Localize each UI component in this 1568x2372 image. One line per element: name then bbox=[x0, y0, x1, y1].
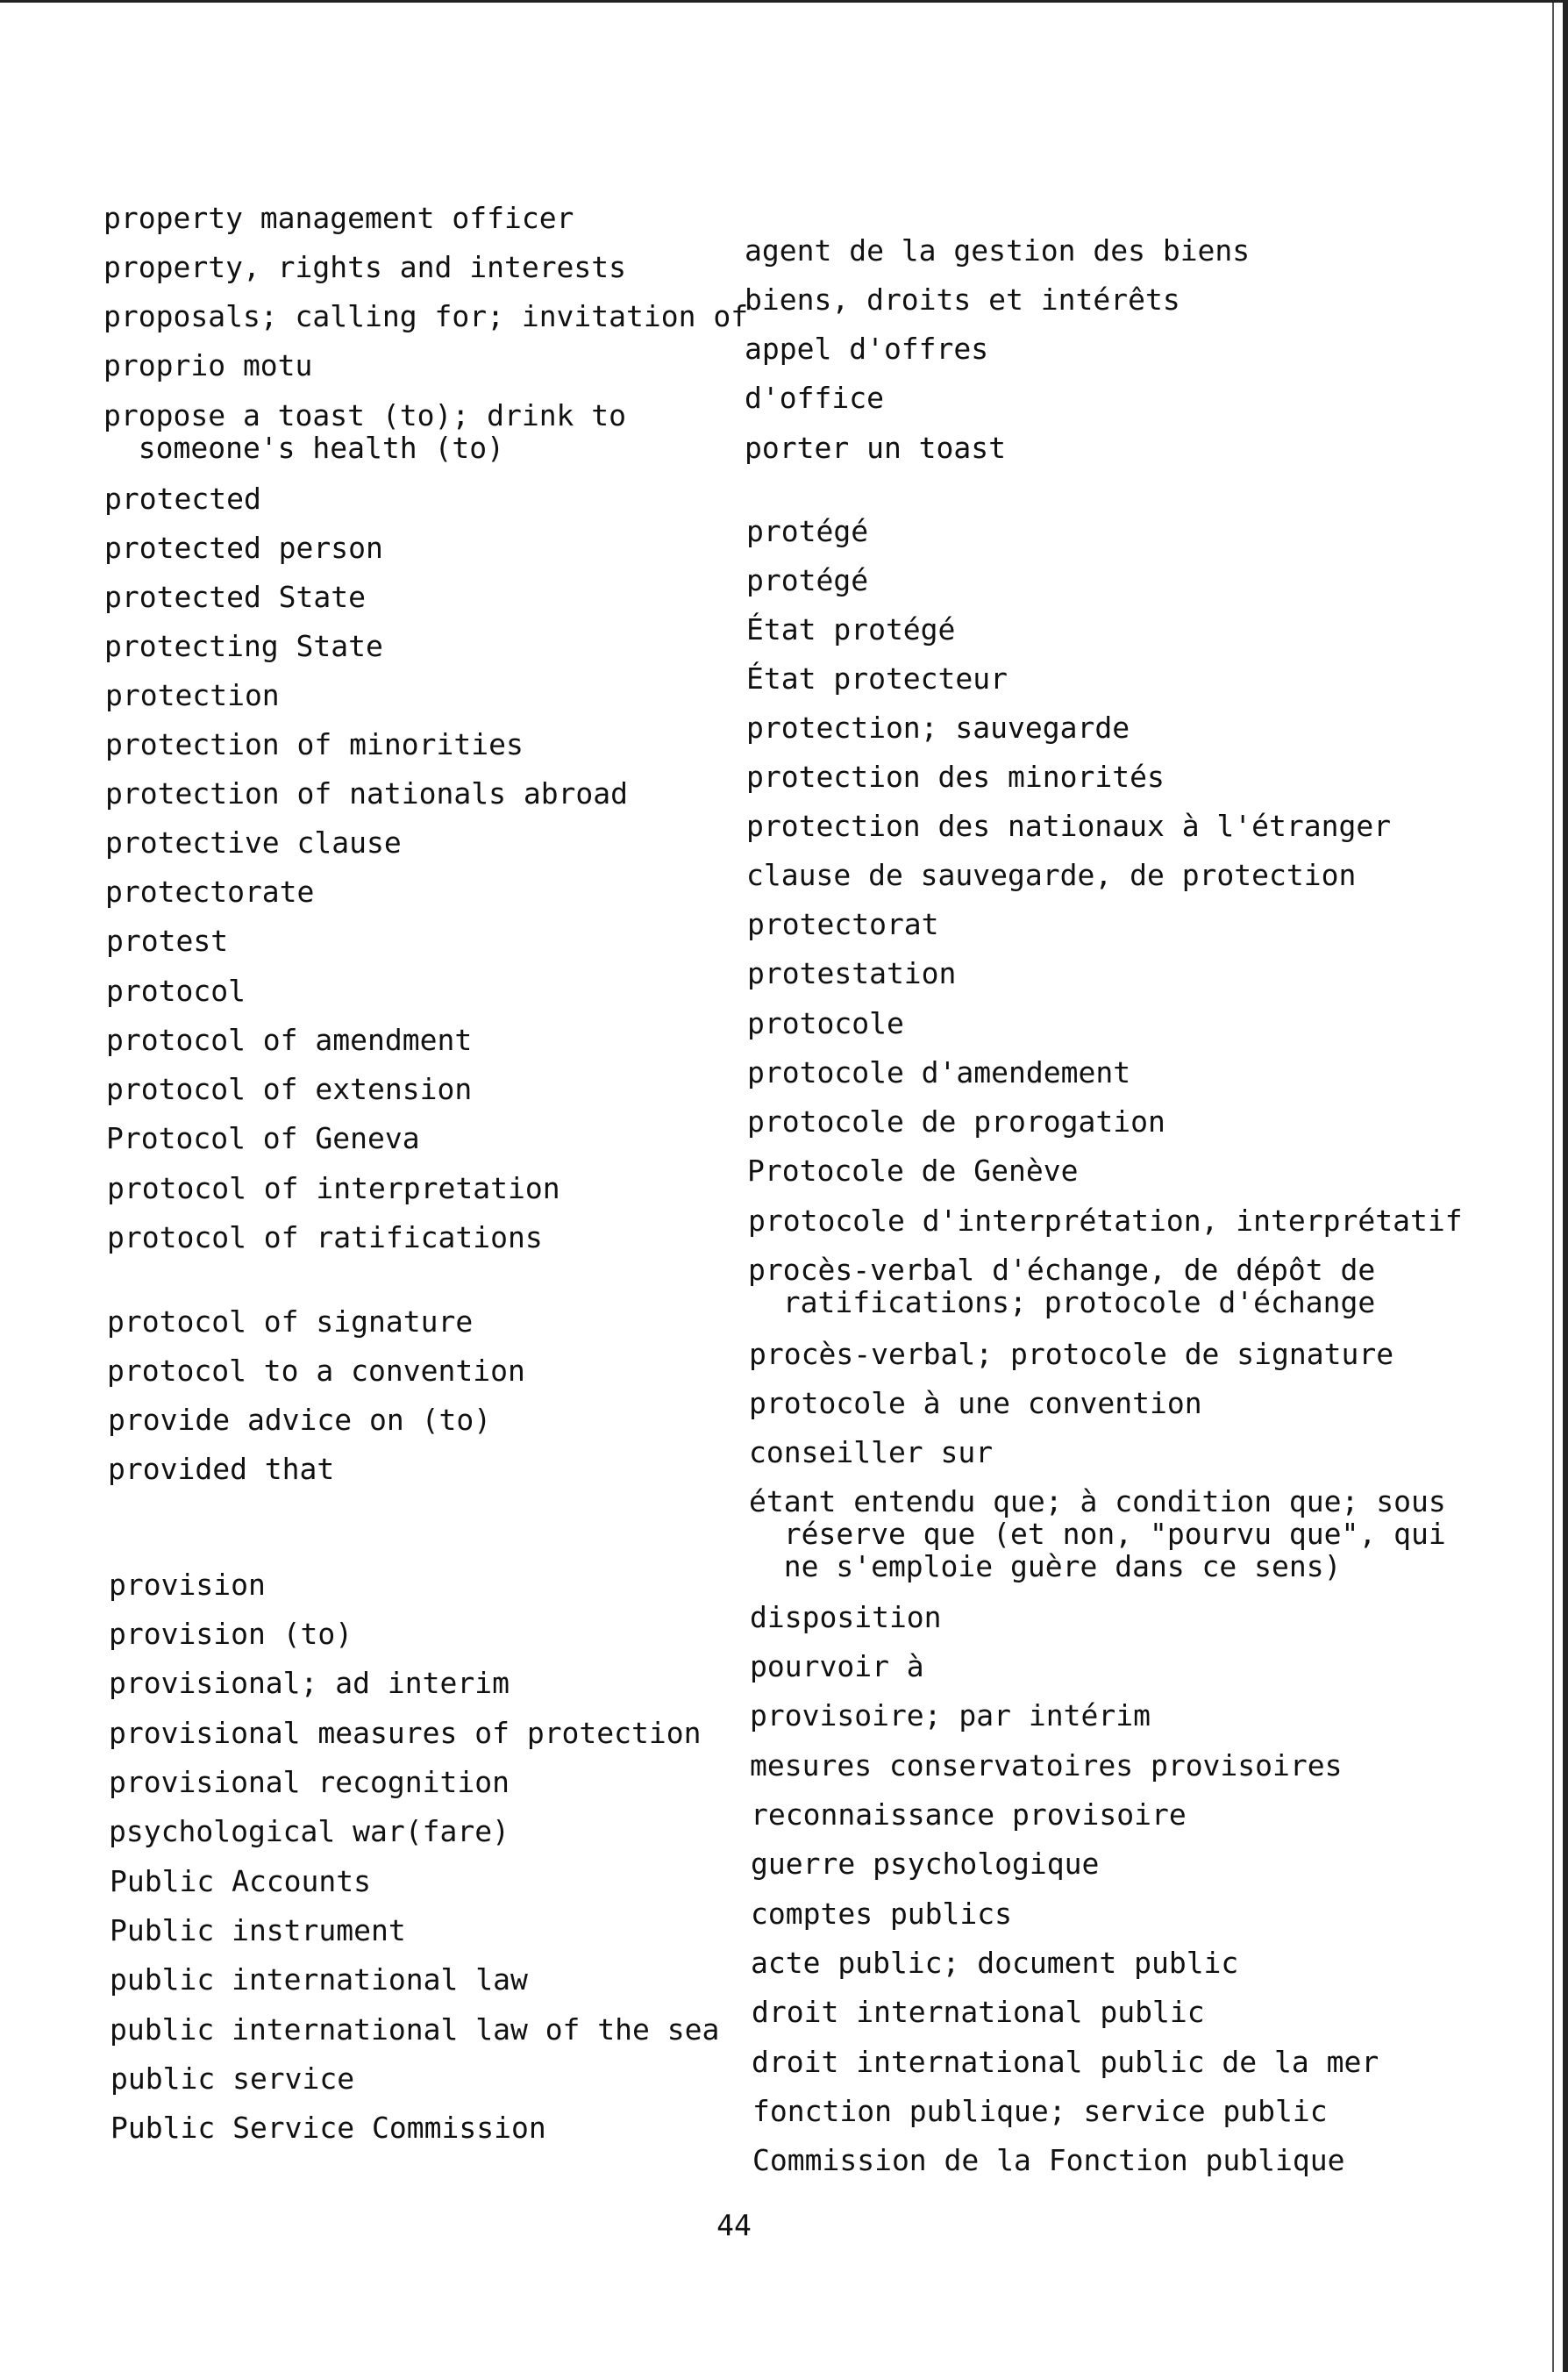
english-term: protocol to a convention bbox=[107, 1354, 525, 1388]
english-term: protected person bbox=[104, 531, 383, 565]
glossary-entry bbox=[0, 2079, 1563, 2209]
english-term: provided that bbox=[108, 1452, 335, 1486]
french-translation: protocole d'interprétation, interprétatif bbox=[748, 1204, 1463, 1238]
english-term: propose a toast (to); drink to someone's health (to) bbox=[103, 398, 627, 465]
english-term: provisional recognition bbox=[109, 1765, 510, 1799]
french-translation: protection des minorités bbox=[746, 760, 1165, 794]
english-term: protocol of interpretation bbox=[107, 1171, 560, 1205]
english-term: property, rights and interests bbox=[103, 250, 627, 284]
french-translation: protégé bbox=[746, 514, 869, 548]
french-translation: clause de sauvegarde, de protection bbox=[746, 858, 1357, 892]
english-term: public service bbox=[110, 2061, 355, 2096]
french-translation: Protocole de Genève bbox=[747, 1154, 1079, 1188]
french-translation: Commission de la Fonction publique bbox=[752, 2143, 1345, 2177]
glossary-entry bbox=[0, 1420, 1563, 1583]
english-term: protection bbox=[105, 678, 280, 712]
page-number: 44 bbox=[716, 2208, 752, 2242]
french-translation: comptes publics bbox=[751, 1897, 1013, 1931]
english-term: protection of minorities bbox=[105, 727, 524, 761]
french-translation: État protecteur bbox=[746, 661, 1009, 696]
french-translation: protectorat bbox=[747, 907, 939, 941]
english-term: protectorate bbox=[105, 875, 315, 909]
english-term: psychological war(fare) bbox=[109, 1814, 510, 1848]
french-translation: protection; sauvegarde bbox=[746, 711, 1130, 745]
french-translation: protocole d'amendement bbox=[747, 1055, 1131, 1090]
english-term: Public instrument bbox=[110, 1913, 406, 1947]
french-translation: protocole de prorogation bbox=[747, 1104, 1165, 1139]
english-term: public international law of the sea bbox=[110, 2012, 720, 2047]
english-term: provisional; ad interim bbox=[109, 1666, 510, 1700]
french-translation: mesures conservatoires provisoires bbox=[750, 1748, 1343, 1783]
french-translation: d'office bbox=[745, 381, 884, 415]
english-term: Public Accounts bbox=[110, 1864, 372, 1898]
english-term: protected State bbox=[104, 580, 367, 614]
english-term: protocol bbox=[106, 974, 246, 1008]
french-translation: procès-verbal d'échange, de dépôt de ratifications; protocole d'échange bbox=[748, 1253, 1376, 1319]
english-term: protected bbox=[104, 482, 261, 516]
french-translation: protestation bbox=[747, 956, 957, 990]
french-translation: État protégé bbox=[746, 612, 956, 647]
french-translation: droit international public de la mer bbox=[752, 2045, 1379, 2079]
english-term: protocol of extension bbox=[106, 1072, 473, 1106]
english-term: protecting State bbox=[104, 629, 383, 663]
english-term: Protocol of Geneva bbox=[106, 1121, 420, 1155]
english-term: protocol of ratifications bbox=[107, 1220, 543, 1254]
french-translation: appel d'offres bbox=[745, 332, 989, 366]
french-translation: droit international public bbox=[752, 1995, 1205, 2029]
english-term: protective clause bbox=[105, 825, 402, 860]
french-translation: étant entendu que; à condition que; sous réserve que (et non, "pourvu que", qui ne s'emploie guère dans ce sens) bbox=[749, 1484, 1446, 1583]
french-translation: reconnaissance provisoire bbox=[751, 1797, 1187, 1832]
french-translation: protection des nationaux à l'étranger bbox=[746, 809, 1392, 843]
english-term: proprio motu bbox=[103, 348, 313, 382]
english-term: Public Service Commission bbox=[110, 2111, 546, 2145]
french-translation: protocole à une convention bbox=[749, 1386, 1202, 1420]
french-translation: fonction publique; service public bbox=[752, 2094, 1328, 2128]
french-translation: agent de la gestion des biens bbox=[745, 233, 1251, 268]
french-translation: protégé bbox=[746, 563, 869, 597]
english-term: protocol of amendment bbox=[106, 1023, 473, 1057]
french-translation: biens, droits et intérêts bbox=[745, 282, 1180, 317]
french-translation: protocole bbox=[747, 1006, 904, 1040]
french-translation: pourvoir à bbox=[750, 1649, 924, 1683]
english-term: property management officer bbox=[103, 201, 574, 235]
english-term: provide advice on (to) bbox=[108, 1403, 492, 1437]
french-translation: guerre psychologique bbox=[751, 1847, 1100, 1881]
french-translation: provisoire; par intérim bbox=[750, 1698, 1151, 1733]
english-term: protection of nationals abroad bbox=[105, 776, 629, 811]
english-term: public international law bbox=[110, 1962, 528, 1997]
english-term: provisional measures of protection bbox=[109, 1716, 702, 1750]
english-term: protest bbox=[106, 924, 229, 958]
french-translation: porter un toast bbox=[745, 431, 1007, 465]
english-term: proposals; calling for; invitation of bbox=[103, 299, 749, 333]
english-term: provision bbox=[109, 1568, 266, 1602]
french-translation: conseiller sur bbox=[749, 1435, 994, 1469]
french-translation: disposition bbox=[750, 1600, 942, 1634]
english-term: protocol of signature bbox=[107, 1304, 474, 1339]
french-translation: acte public; document public bbox=[751, 1946, 1239, 1980]
french-translation: procès-verbal; protocole de signature bbox=[749, 1337, 1394, 1371]
english-term: provision (to) bbox=[109, 1617, 353, 1651]
